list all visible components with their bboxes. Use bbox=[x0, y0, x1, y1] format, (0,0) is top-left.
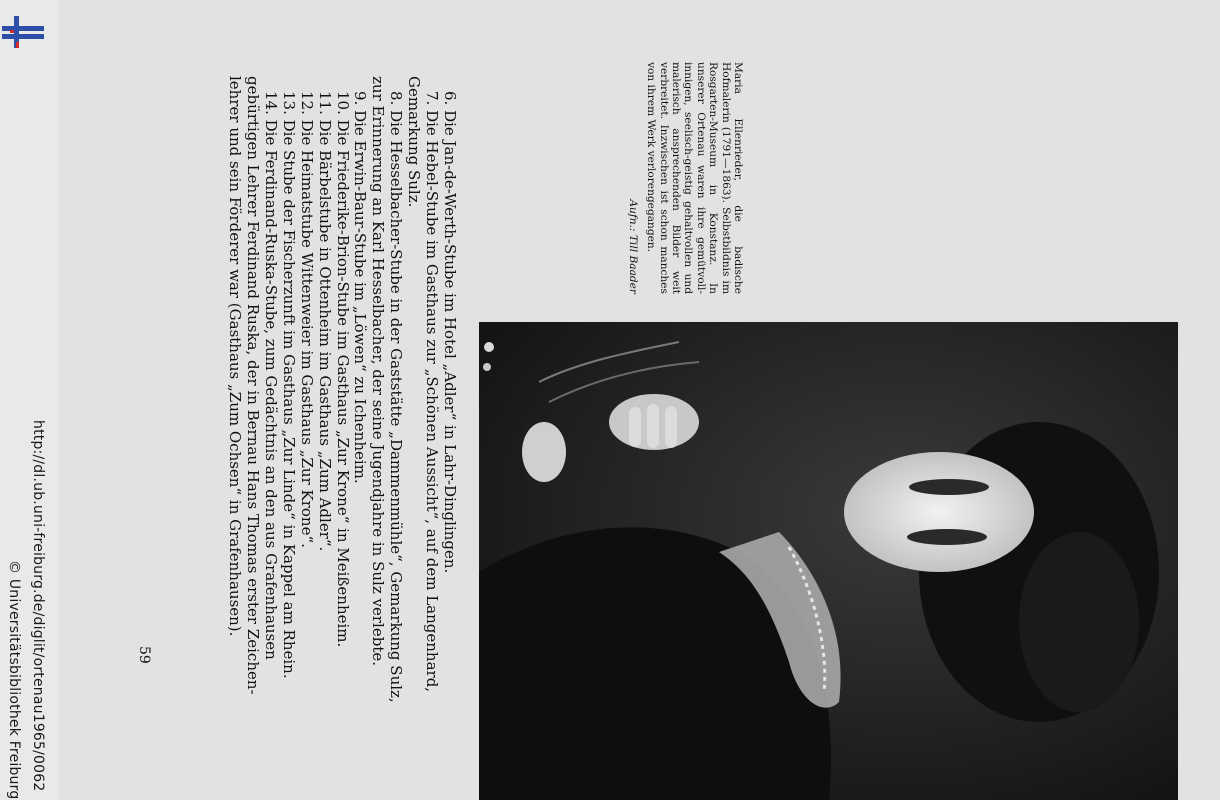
list-item: 10. Die Friederike-Brion-Stube im Gasthaus „Zur Krone“ in Meißenheim. bbox=[333, 91, 352, 648]
list-item-continuation: Gemarkung Sulz. bbox=[405, 76, 424, 208]
list-item: 6. Die Jan-de-Werth-Stube im Hotel „Adler“ in Lahr-Dinglingen. bbox=[441, 91, 459, 574]
heritage-rooms-list bbox=[225, 76, 459, 703]
photo-credit: Aufn.: Till Baader bbox=[626, 199, 639, 294]
viewer-sidebar bbox=[0, 0, 58, 800]
list-item: 8. Die Hesselbacher-Stube in der Gaststätte „Dammenmühle“, Gemarkung Sulz, bbox=[387, 91, 406, 703]
list-item: 13. Die Stube der Fischerzunft im Gasthaus „Zur Linde“ in Kappel am Rhein. bbox=[279, 91, 298, 679]
list-item: 14. Die Ferdinand-Ruska-Stube, zum Gedächtnis an den aus Grafenhausen bbox=[261, 91, 280, 660]
caption-text: Maria Ellenrieder, die badische Hofmalerin (1791—1863). Selbstbildnis im Rosgarten-Museum in Konstanz. In unserer Ortenau waren ihre gemütvoll-innigen, seelisch-geistig gehaltvollen und malerisch ansprechenden Bilder weit verbreitet. Inzwischen ist schon manches von ihrem Werk verlorengegangen. bbox=[645, 62, 744, 294]
list-item: 9. Die Erwin-Baur-Stube im „Löwen“ zu Ichenheim. bbox=[351, 91, 370, 484]
list-item-continuation: lehrer und sein Förderer war (Gasthaus „Zum Ochsen“ in Grafenhausen). bbox=[226, 76, 245, 637]
photo-caption bbox=[626, 62, 744, 294]
list-item: 7. Die Hebel-Stube im Gasthaus zur „Schönen Aussicht“, auf dem Langenhard, bbox=[423, 91, 442, 693]
list-item: 11. Die Bärbelstube in Ottenheim im Gasthaus „Zum Adler“. bbox=[315, 91, 334, 552]
list-item-continuation: gebürtigen Lehrer Ferdinand Ruska, der in Bernau Hans Thomas erster Zeichen- bbox=[244, 76, 263, 695]
copyright-notice: © Universitätsbibliothek Freiburg bbox=[6, 560, 22, 800]
document-url[interactable]: http://dl.ub.uni-freiburg.de/diglit/ortenau1965/0062 bbox=[30, 420, 46, 792]
list-item: 12. Die Heimatstube Wittenweier im Gasthaus „Zur Krone“. bbox=[297, 91, 316, 548]
ub-freiburg-logo-icon[interactable] bbox=[2, 14, 44, 50]
list-item-continuation: zur Erinnerung an Karl Hesselbacher, der seine Jugendjahre in Sulz verlebte. bbox=[369, 76, 388, 666]
page-number: 59 bbox=[136, 646, 152, 664]
portrait-photo-icon bbox=[479, 322, 1178, 800]
